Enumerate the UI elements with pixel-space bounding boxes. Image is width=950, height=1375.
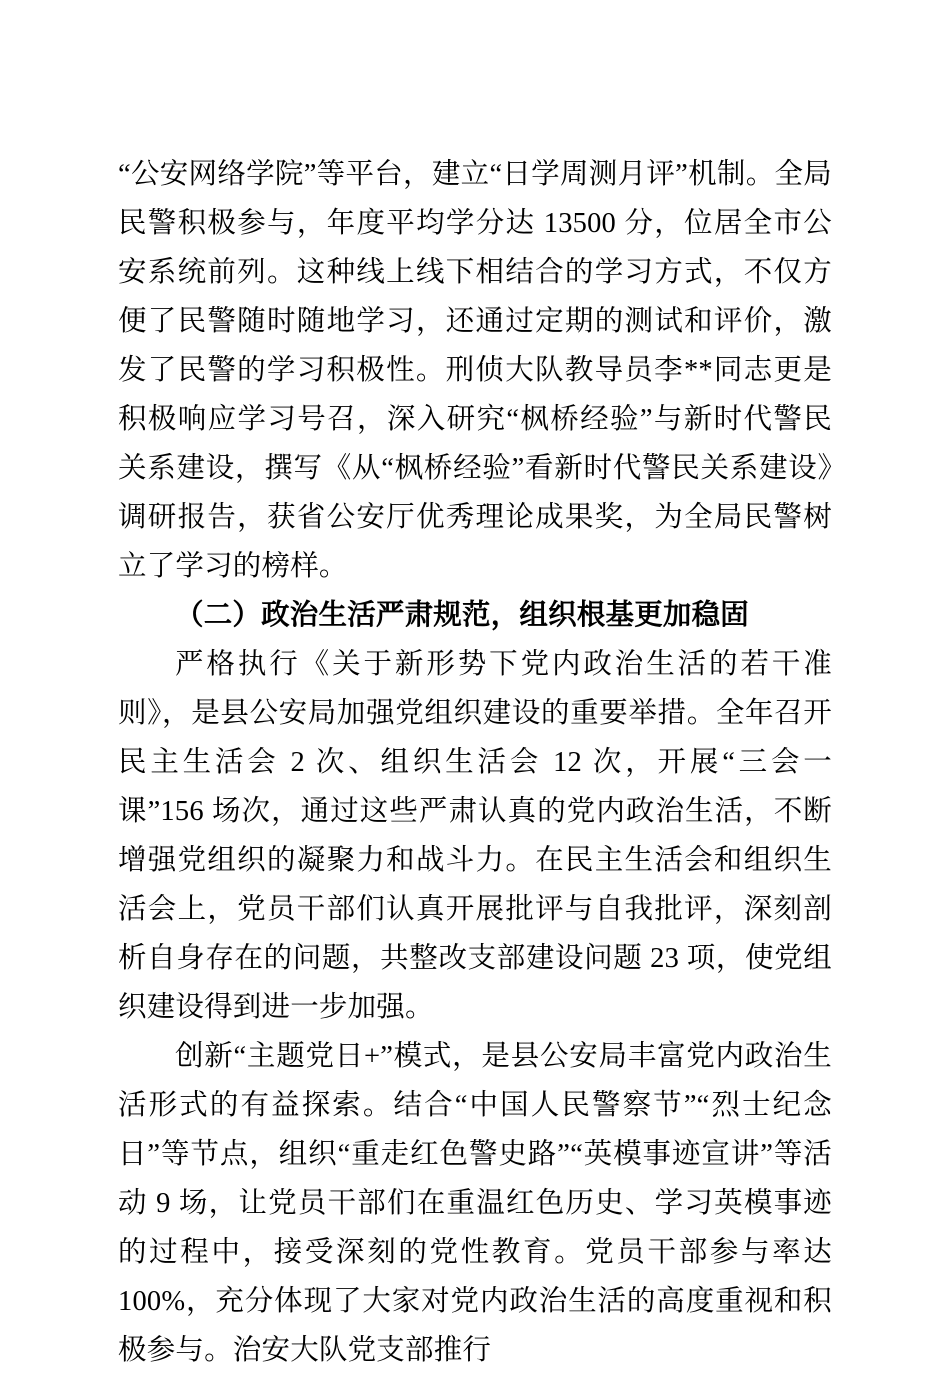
paragraph-theme-party-day: 创新“主题党日+”模式，是县公安局丰富党内政治生活形式的有益探索。结合“中国人民警察节”“烈士纪念日”等节点，组织“重走红色警史路”“英模事迹宣讲”等活动 9 场，让党员干部们在重温红色历史、学习英模事迹的过程中，接受深刻的党性教育。党员干部参与率达 100%，充分体现了大家对党内政治生活的高度重视和积极参与。治安大队党支部推行 [118,1041,832,1366]
section-heading: （二）政治生活严肃规范，组织根基更加稳固 [175,600,750,631]
paragraph-political-life: 严格执行《关于新形势下党内政治生活的若干准则》，是县公安局加强党组织建设的重要举措。全年召开民主生活会 2 次、组织生活会 12 次，开展“三会一课”156 场次，通过这些严肃认真的党内政治生活，不断增强党组织的凝聚力和战斗力。在民主生活会和组织生活会上，党员干部们认真开展批评与自我批评，深刻剖析自身存在的问题，共整改支部建设问题 23 项，使党组织建设得到进一步加强。 [118,649,832,1023]
document-body [118,150,832,1375]
paragraph-continued: “公安网络学院”等平台，建立“日学周测月评”机制。全局民警积极参与，年度平均学分达 13500 分，位居全市公安系统前列。这种线上线下相结合的学习方式，不仅方便了民警随时随地学习，还通过定期的测试和评价，激发了民警的学习积极性。刑侦大队教导员李**同志更是积极响应学习号召，深入研究“枫桥经验”与新时代警民关系建设，撰写《从“枫桥经验”看新时代警民关系建设》调研报告，获省公安厅优秀理论成果奖，为全局民警树立了学习的榜样。 [118,159,832,582]
